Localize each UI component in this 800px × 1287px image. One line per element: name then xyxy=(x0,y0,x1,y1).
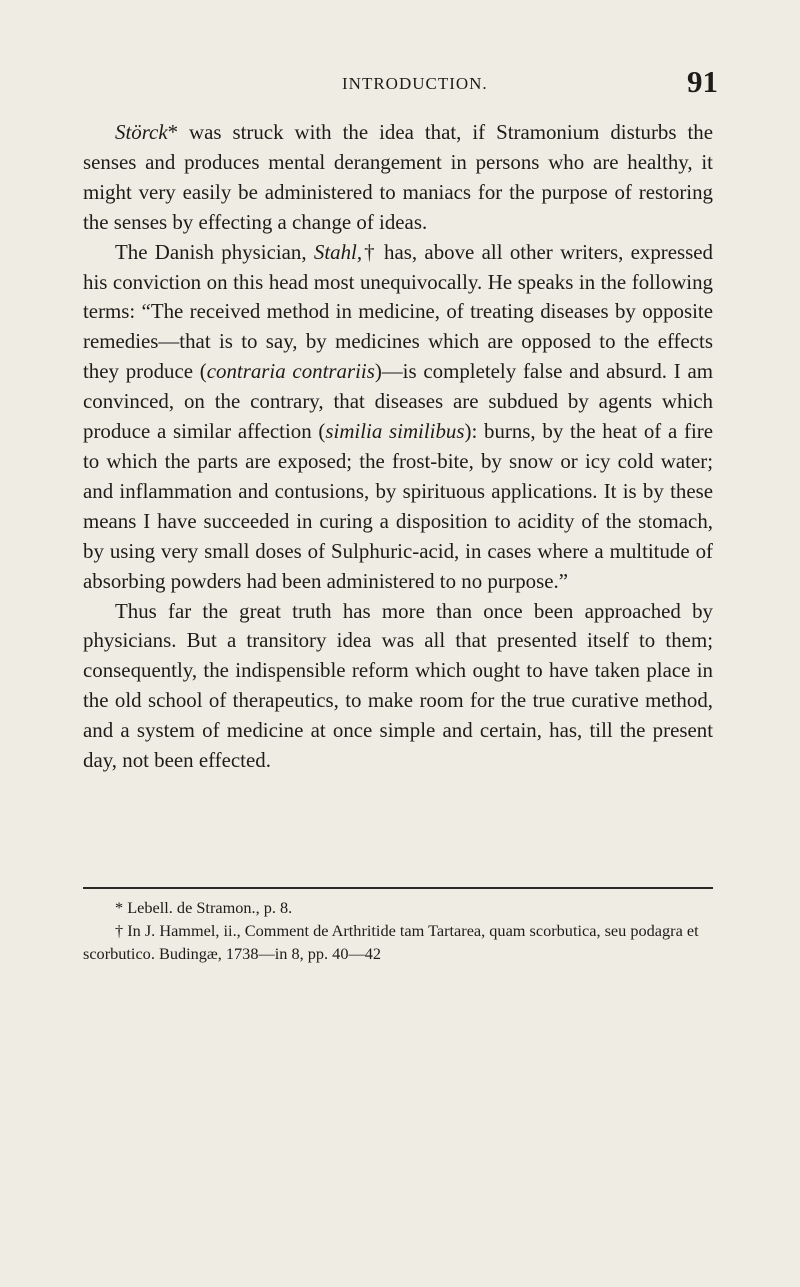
page-number: 91 xyxy=(687,64,718,99)
paragraph-text: The Danish physician, xyxy=(115,239,314,264)
paragraph-storck xyxy=(83,118,713,238)
paragraph-text: has, above all other writers, expressed his conviction on this head most unequivocally. He speaks in the following terms: “The received method in medicine, of treating diseases by opposite remedies—that is to say, by medicines which are opposed to the effects they produce ( xyxy=(83,239,713,384)
paragraph-text: was struck with the idea that, if Stramonium disturbs the senses and produces mental derangement in persons who are healthy, it might very easily be administered to maniacs for the purpose of restoring the senses by effecting a change of ideas. xyxy=(83,120,713,234)
footnote-divider xyxy=(83,887,713,889)
footnote-ref-star: * xyxy=(167,120,179,144)
paragraph-text: ): burns, by the heat of a fire to which the parts are exposed; the frost-bite, by snow or icy cold water; and inflammation and contusions, by spirituous applications. It is by these means I have succeeded in curing a disposition to acidity of the stomach, by using very small doses of Sulphuric-acid, in cases where a multitude of absorbing powders had been administered to no purpose.” xyxy=(83,419,714,593)
footnote-text: In J. Hammel, ii., Comment de Arthritide tam Tartarea, quam scorbutica, seu podagra et scorbutico. Budingæ, 1738—in 8, pp. 40—42 xyxy=(83,921,699,963)
latin-phrase-contraria: contraria contrariis xyxy=(206,359,375,384)
footnote-marker: * xyxy=(115,898,124,917)
author-storck: Störck xyxy=(115,120,168,144)
paragraph-text: )—is completely false and absurd. I am convinced, on the contrary, that diseases are subdued by agents which produce a similar affection ( xyxy=(83,359,713,444)
footnotes xyxy=(83,896,713,965)
footnote-ref-dagger: † xyxy=(362,239,377,264)
paragraph-conclusion xyxy=(83,597,713,776)
paragraph-text: Thus far the great truth has more than once been approached by physicians. But a transitory idea was all that presented itself to them; consequently, the indispensible reform which ought to have taken place in the old school of therapeutics, to make room for the true curative method, and a system of medicine at once simple and certain, has, till the present day, not been effected. xyxy=(83,598,713,773)
paragraph-stahl xyxy=(83,238,713,597)
footnote-dagger xyxy=(83,919,713,965)
body-text xyxy=(83,118,713,776)
footnote-star xyxy=(83,896,713,919)
latin-phrase-similia: similia similibus xyxy=(325,419,465,444)
page-header xyxy=(0,64,800,110)
author-stahl: Stahl, xyxy=(313,239,363,264)
running-title: INTRODUCTION. xyxy=(342,74,488,93)
footnote-marker: † xyxy=(115,921,124,940)
footnote-text: Lebell. de Stramon., p. 8. xyxy=(123,898,293,917)
